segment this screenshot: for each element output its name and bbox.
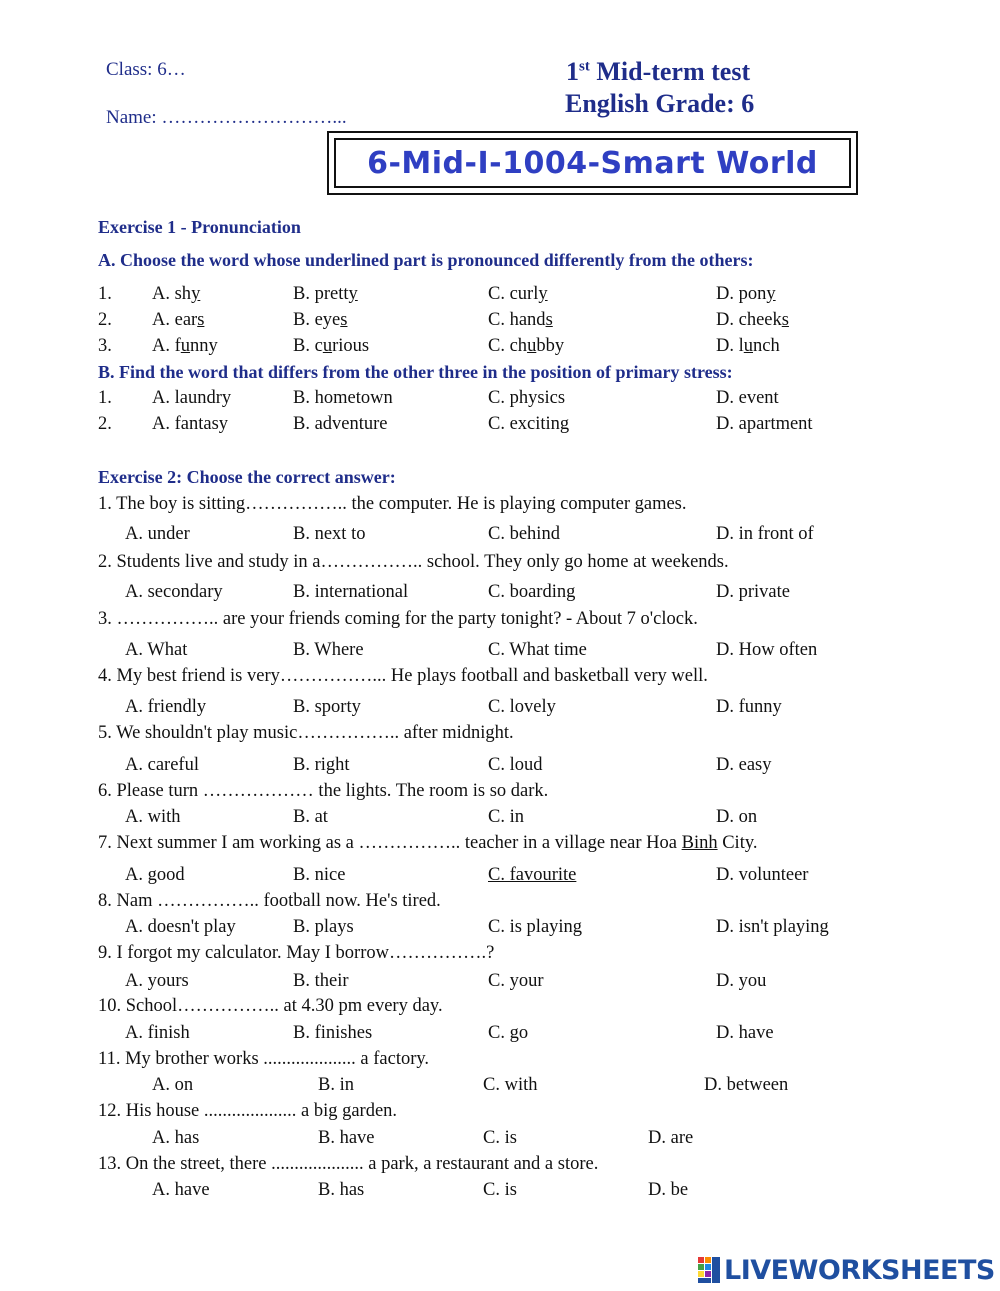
answer-option[interactable]: B. right xyxy=(293,755,350,775)
test-title-number: 1 xyxy=(566,57,579,86)
answer-option[interactable]: A. friendly xyxy=(125,697,207,717)
answer-option[interactable]: A. under xyxy=(125,524,190,544)
exercise2-title: Exercise 2: Choose the correct answer: xyxy=(98,467,396,487)
answer-option[interactable] xyxy=(293,337,369,356)
test-title-text: Mid-term test xyxy=(589,57,751,86)
class-label: Class: 6… xyxy=(106,59,186,80)
answer-option[interactable]: A. secondary xyxy=(125,582,223,602)
question-text: 12. His house .................... a big garden. xyxy=(98,1101,398,1121)
answer-option[interactable] xyxy=(488,337,564,356)
answer-option[interactable]: D. be xyxy=(648,1180,689,1200)
underlined-part: s xyxy=(781,310,789,330)
exercise1-partB-instruction: B. Find the word that differs from the other three in the position of primary stress: xyxy=(98,362,733,382)
answer-option[interactable]: C. with xyxy=(483,1075,538,1095)
answer-option[interactable]: B. nice xyxy=(293,865,346,885)
answer-option[interactable]: A. with xyxy=(125,807,181,827)
answer-option[interactable]: B. Where xyxy=(293,640,364,660)
question-number: 3. xyxy=(98,336,112,356)
answer-option[interactable]: D. apartment xyxy=(716,414,813,434)
underlined-word: Binh xyxy=(681,833,718,853)
question-text xyxy=(98,834,758,853)
answer-option[interactable]: B. sporty xyxy=(293,697,361,717)
underlined-part: y xyxy=(348,284,358,304)
exercise1-partA-instruction: A. Choose the word whose underlined part is pronounced differently from the others: xyxy=(98,250,754,270)
question-text: 13. On the street, there .................... a park, a restaurant and a store. xyxy=(98,1154,599,1174)
answer-option[interactable]: A. has xyxy=(152,1128,200,1148)
answer-option[interactable]: C. favourite xyxy=(488,865,577,885)
answer-option[interactable] xyxy=(488,311,553,330)
answer-option[interactable]: C. is xyxy=(483,1180,517,1200)
answer-option[interactable] xyxy=(152,337,218,356)
answer-option[interactable]: A. on xyxy=(152,1075,194,1095)
answer-option[interactable]: C. behind xyxy=(488,524,560,544)
option-text: D. pon xyxy=(716,284,767,304)
answer-option[interactable]: D. volunteer xyxy=(716,865,809,885)
answer-option[interactable]: D. funny xyxy=(716,697,782,717)
answer-option[interactable]: A. laundry xyxy=(152,388,232,408)
answer-option[interactable]: C. What time xyxy=(488,640,587,660)
underlined-part: s xyxy=(197,310,205,330)
answer-option[interactable]: B. next to xyxy=(293,524,366,544)
test-title xyxy=(566,59,750,85)
answer-option[interactable]: A. yours xyxy=(125,971,189,991)
answer-option[interactable]: B. at xyxy=(293,807,328,827)
question-text-part: 7. Next summer I am working as a …………….. teacher in a village near Hoa xyxy=(98,833,682,853)
answer-option[interactable]: C. physics xyxy=(488,388,566,408)
answer-option[interactable]: B. has xyxy=(318,1180,365,1200)
answer-option[interactable] xyxy=(152,311,204,330)
answer-option[interactable]: A. What xyxy=(125,640,188,660)
option-text: B. c xyxy=(293,336,323,356)
question-text-part: City. xyxy=(717,833,758,853)
answer-option[interactable]: D. isn't playing xyxy=(716,917,829,937)
question-text: 11. My brother works .................... a factory. xyxy=(98,1049,430,1069)
option-text: D. l xyxy=(716,336,744,356)
answer-option[interactable]: C. is playing xyxy=(488,917,583,937)
question-text: 6. Please turn ……………… the lights. The room is so dark. xyxy=(98,781,549,801)
grade-title: English Grade: 6 xyxy=(565,89,755,118)
name-label: Name: ………………………... xyxy=(106,107,347,128)
answer-option[interactable]: A. doesn't play xyxy=(125,917,236,937)
answer-option[interactable]: C. go xyxy=(488,1023,529,1043)
answer-option[interactable]: C. is xyxy=(483,1128,517,1148)
answer-option[interactable]: D. are xyxy=(648,1128,694,1148)
underlined-part: y xyxy=(766,284,776,304)
answer-option[interactable]: A. fantasy xyxy=(152,414,229,434)
answer-option[interactable] xyxy=(293,311,347,330)
answer-option[interactable]: D. in front of xyxy=(716,524,814,544)
answer-option[interactable]: B. have xyxy=(318,1128,375,1148)
answer-option[interactable]: D. How often xyxy=(716,640,818,660)
option-text: A. sh xyxy=(152,284,192,304)
answer-option[interactable]: A. have xyxy=(152,1180,210,1200)
answer-option[interactable]: B. plays xyxy=(293,917,354,937)
question-text: 2. Students live and study in a…………….. school. They only go home at weekends. xyxy=(98,552,729,572)
answer-option[interactable]: B. finishes xyxy=(293,1023,373,1043)
answer-option[interactable]: C. boarding xyxy=(488,582,576,602)
underlined-part: s xyxy=(340,310,348,330)
answer-option[interactable]: D. between xyxy=(704,1075,789,1095)
underlined-part: u xyxy=(743,336,753,356)
liveworksheets-logo[interactable] xyxy=(698,1255,995,1285)
underlined-part: u xyxy=(527,336,537,356)
answer-option[interactable]: B. adventure xyxy=(293,414,388,434)
answer-option[interactable]: B. their xyxy=(293,971,349,991)
answer-option[interactable]: A. good xyxy=(125,865,185,885)
question-number: 1. xyxy=(98,388,112,408)
answer-option[interactable]: B. hometown xyxy=(293,388,393,408)
answer-option[interactable]: B. in xyxy=(318,1075,354,1095)
answer-option[interactable] xyxy=(293,285,358,304)
option-text: B. eye xyxy=(293,310,341,330)
answer-option[interactable]: D. on xyxy=(716,807,758,827)
code-title: 6-Mid-I-1004-Smart World xyxy=(367,145,818,181)
answer-option[interactable]: C. in xyxy=(488,807,524,827)
answer-option[interactable]: C. your xyxy=(488,971,544,991)
option-text: B. prett xyxy=(293,284,349,304)
answer-option[interactable] xyxy=(488,285,548,304)
question-text: 1. The boy is sitting…………….. the computer. He is playing computer games. xyxy=(98,494,687,514)
liveworksheets-logo-text: LIVEWORKSHEETS xyxy=(724,1254,995,1286)
answer-option[interactable] xyxy=(716,285,776,304)
code-title-inner-frame xyxy=(334,138,851,188)
answer-option[interactable]: D. easy xyxy=(716,755,772,775)
answer-option[interactable]: C. exciting xyxy=(488,414,570,434)
underlined-part: y xyxy=(191,284,201,304)
underlined-part: u xyxy=(180,336,191,356)
option-text: A. f xyxy=(152,336,181,356)
answer-option[interactable]: A. careful xyxy=(125,755,199,775)
option-text: rious xyxy=(332,336,370,356)
test-title-superscript: st xyxy=(579,58,590,75)
question-text: 4. My best friend is very……………... He plays football and basketball very well. xyxy=(98,666,708,686)
question-text: 10. School…………….. at 4.30 pm every day. xyxy=(98,996,443,1016)
answer-option[interactable]: A. finish xyxy=(125,1023,190,1043)
question-text: 3. …………….. are your friends coming for the party tonight? - About 7 o'clock. xyxy=(98,609,698,629)
option-text: A. ear xyxy=(152,310,198,330)
answer-option[interactable]: C. lovely xyxy=(488,697,556,717)
option-text: C. ch xyxy=(488,336,528,356)
answer-option[interactable] xyxy=(152,285,200,304)
option-text: nch xyxy=(753,336,780,356)
answer-option[interactable]: B. international xyxy=(293,582,409,602)
option-text: bby xyxy=(536,336,565,356)
option-text: nny xyxy=(190,336,218,356)
answer-option[interactable]: D. event xyxy=(716,388,779,408)
underlined-part: y xyxy=(538,284,548,304)
option-text: D. cheek xyxy=(716,310,782,330)
answer-option[interactable] xyxy=(716,337,780,356)
liveworksheets-logo-icon xyxy=(698,1257,720,1283)
question-text: 8. Nam …………….. football now. He's tired. xyxy=(98,891,441,911)
answer-option[interactable]: D. have xyxy=(716,1023,774,1043)
question-text: 9. I forgot my calculator. May I borrow…………….? xyxy=(98,943,495,963)
exercise1-title: Exercise 1 - Pronunciation xyxy=(98,217,301,237)
option-text: C. hand xyxy=(488,310,546,330)
underlined-part: u xyxy=(322,336,333,356)
answer-option[interactable] xyxy=(716,311,789,330)
question-number: 1. xyxy=(98,284,112,304)
answer-option[interactable]: D. you xyxy=(716,971,767,991)
code-title-box xyxy=(327,131,858,195)
question-number: 2. xyxy=(98,310,112,330)
question-text: 5. We shouldn't play music…………….. after midnight. xyxy=(98,723,514,743)
answer-option[interactable]: D. private xyxy=(716,582,790,602)
answer-option[interactable]: C. loud xyxy=(488,755,543,775)
question-number: 2. xyxy=(98,414,112,434)
underlined-part: s xyxy=(545,310,553,330)
option-text: C. curl xyxy=(488,284,539,304)
